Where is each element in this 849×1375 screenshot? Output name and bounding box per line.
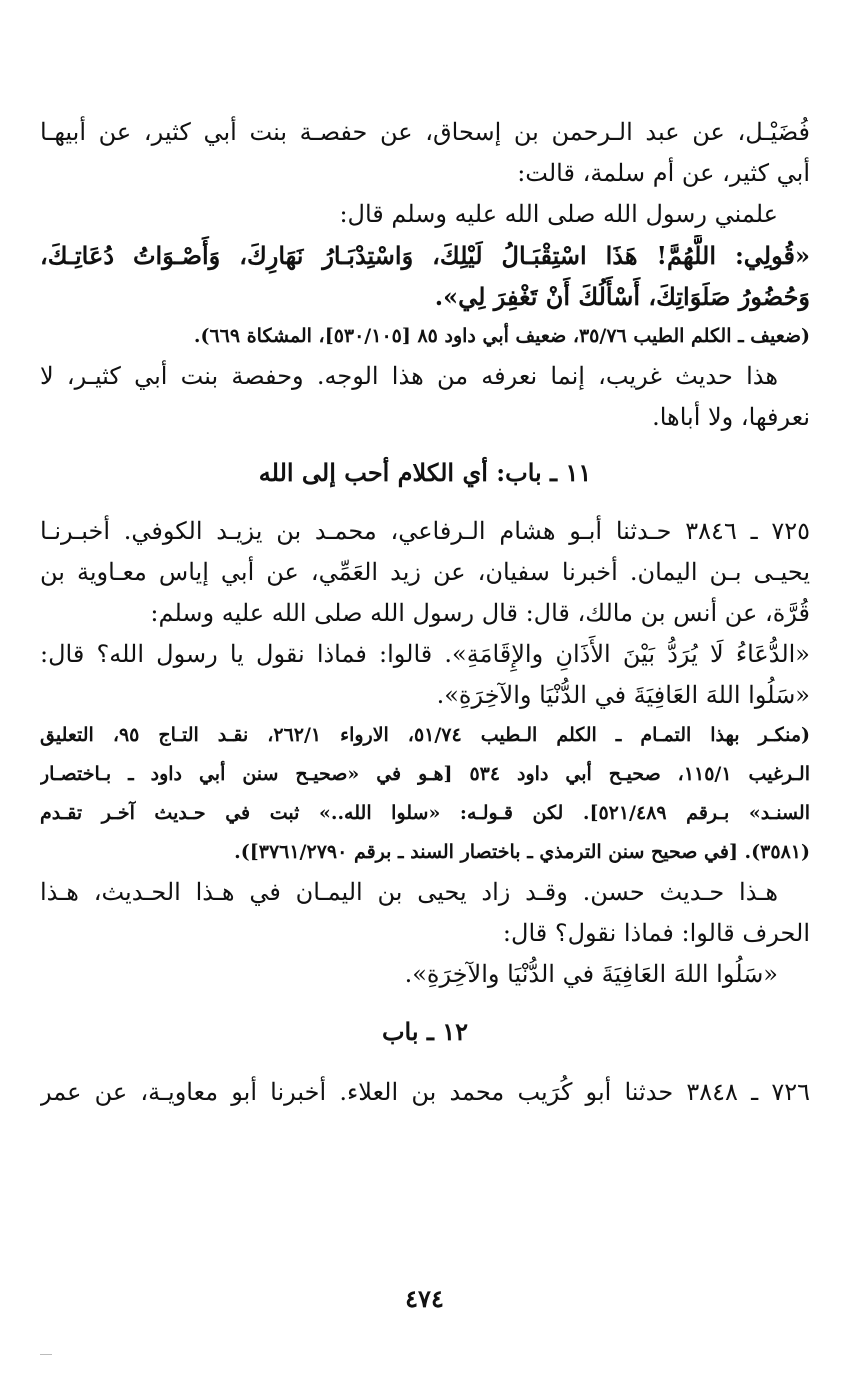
grading-note: (منكـر بهذا التمـام ـ الكلم الـطيب ٥١/٧٤، الارواء ٢٦٢/١، نقـد التـاج ٩٥، التعليق <box>40 724 810 746</box>
commentary-line: هذا حديث غريب، إنما نعرفه من هذا الوجه. وحفصة بنت أبي كثيـر، لا <box>40 362 778 390</box>
commentary-line: نعرفها، ولا أباها. <box>652 403 810 431</box>
page-body <box>40 112 810 1113</box>
grading-note: (٣٥٨١). [في صحيح سنن الترمذي ـ باختصار السند ـ برقم ٣٧٦١/٢٧٩٠]). <box>234 841 810 863</box>
text-line: أبي كثير، عن أم سلمة، قالت: <box>517 159 810 187</box>
commentary-line: الحرف قالوا: فماذا نقول؟ قال: <box>502 919 810 947</box>
text-line: فُضَيْـل، عن عبد الـرحمن بن إسحاق، عن حفصـة بنت أبي كثير، عن أبيهـا <box>40 118 810 146</box>
hadith-section-1 <box>40 112 810 438</box>
hadith-text-line: «سَلُوا اللهَ العَافِيَةَ في الدُّنْيَا والآخِرَةِ». <box>436 681 810 709</box>
page-number: ٤٧٤ <box>405 1284 444 1313</box>
chapter-heading: ١١ ـ باب: أي الكلام أحب إلى الله <box>258 458 592 487</box>
hadith-text-line: «قُولِي: اللَّهُمَّ! هَذَا اسْتِقْبَـالُ لَيْلِكَ، وَاسْتِدْبَـارُ نَهَارِكَ، وَأَصْـوَاتُ دُعَاتِـكَ، <box>40 241 810 270</box>
grading-note: السنـد» بـرقم ٥٢١/٤٨٩]. لكن قـولـه: «سلوا الله..» ثبت في حـديث آخـر تقـدم <box>40 802 810 824</box>
hadith-text-line: «سَلُوا اللهَ العَافِيَةَ في الدُّنْيَا والآخِرَةِ». <box>404 960 778 988</box>
commentary-line: هـذا حـديث حسن. وقـد زاد يحيى بن اليمـان في هـذا الحـديث، هـذا <box>40 878 778 906</box>
chapter-heading: ١٢ ـ باب <box>381 1017 469 1046</box>
hadith-text-line: وَحُضُورُ صَلَوَاتِكَ، أَسْأَلُكَ أَنْ تَغْفِرَ لِي». <box>434 282 810 311</box>
text-line: يحيـى بـن اليمان. أخبرنا سفيان، عن زيد العَمِّي، عن أبي إياس معـاوية بن <box>40 558 810 586</box>
text-line: ٧٢٦ ـ ٣٨٤٨ حدثنا أبو كُرَيب محمد بن العلاء. أخبرنا أبو معاويـة، عن عمر <box>40 1078 810 1106</box>
hadith-section-2 <box>40 511 810 995</box>
grading-note: الـرغيب ١١٥/١، صحيـح أبي داود ٥٣٤ [هـو في «صحيـح سنن أبي داود ـ بـاختصـار <box>40 763 810 785</box>
hadith-text-line: «الدُّعَاءُ لَا يُرَدُّ بَيْنَ الأَذَانِ والإِقَامَةِ». قالوا: فماذا نقول يا رسول الله؟ قال: <box>40 640 810 668</box>
hadith-section-3 <box>40 1072 810 1113</box>
text-line: علمني رسول الله صلى الله عليه وسلم قال: <box>339 200 778 228</box>
text-line: قُرَّة، عن أنس بن مالك، قال: قال رسول الله صلى الله عليه وسلم: <box>150 599 810 627</box>
page-edge-mark <box>40 1354 52 1355</box>
text-line: ٧٢٥ ـ ٣٨٤٦ حـدثنا أبـو هشام الـرفاعي، محمـد بن يزيـد الكوفي. أخبـرنـا <box>40 517 810 545</box>
grading-note: (ضعيف ـ الكلم الطيب ٣٥/٧٦، ضعيف أبي داود ٨٥ [٥٣٠/١٠٥]، المشكاة ٦٦٩). <box>193 325 810 347</box>
